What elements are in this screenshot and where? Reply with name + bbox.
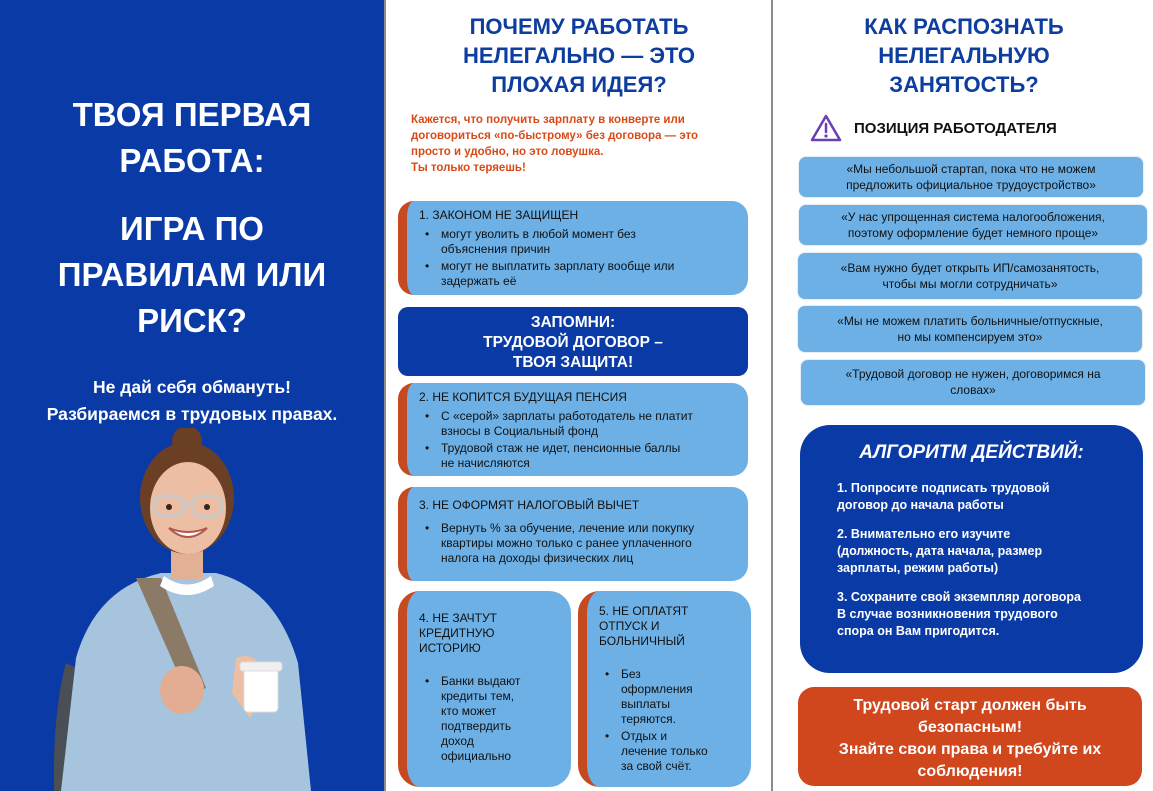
- intro-line: Ты только теряешь!: [411, 162, 526, 174]
- final-line: Трудовой старт должен быть: [853, 697, 1087, 714]
- algorithm-step: 3. Сохраните свой экземпляр договора В случае возникновения трудового спора он Вам пригодится.: [837, 590, 1081, 638]
- item-line: • Трудовой стаж не идет, пенсионные баллы: [441, 441, 681, 455]
- right-title-line: КАК РАСПОЗНАТЬ: [864, 14, 1064, 39]
- item-line: • Без: [621, 667, 641, 681]
- middle-title: [388, 12, 770, 99]
- quote-line: «Вам нужно будет открыть ИП/самозанятость,: [840, 261, 1100, 275]
- heading-line: 5. НЕ ОПЛАТЯТ: [599, 604, 689, 618]
- left-subtitle: [0, 374, 384, 428]
- quote-item: [801, 360, 1145, 405]
- item-line: • могут не выплатить зарплату вообще или: [441, 259, 675, 273]
- divider-left: [384, 0, 386, 791]
- item-line: • Отдых и: [621, 729, 668, 743]
- heading-line: 4. НЕ ЗАЧТУТ: [419, 611, 497, 625]
- item-line: • могут уволить в любой момент без: [441, 227, 636, 241]
- quote-line: чтобы мы могли сотрудничать»: [882, 277, 1058, 291]
- quote-line: «Мы не можем платить больничные/отпускные,: [837, 314, 1103, 328]
- warning-triangle-icon: [810, 114, 842, 142]
- quote-line: словах»: [950, 383, 996, 397]
- list-item: [599, 729, 741, 774]
- action-algorithm: [800, 425, 1143, 673]
- item-line: • Банки выдают: [441, 674, 521, 688]
- quote-line: предложить официальное трудоустройство»: [846, 178, 1096, 192]
- right-title-line: ЗАНЯТОСТЬ?: [889, 72, 1039, 97]
- left-title-line: РАБОТА:: [119, 142, 265, 179]
- list-item: [599, 667, 741, 727]
- left-subtitle-line: Разбираемся в трудовых правах.: [46, 404, 338, 424]
- list-item: [419, 409, 738, 439]
- item-line: доход: [441, 734, 474, 748]
- heading-line: ИСТОРИЮ: [419, 641, 481, 655]
- item-line: квартиры можно только с ранее уплаченного: [441, 536, 692, 550]
- left-title2-line: ПРАВИЛАМ ИЛИ: [57, 256, 327, 293]
- memo-line: ЗАПОМНИ:: [530, 314, 616, 331]
- list-item: [419, 521, 738, 566]
- middle-intro: [411, 112, 751, 176]
- final-line: Знайте свои права и требуйте их: [838, 741, 1102, 758]
- intro-line: Кажется, что получить зарплату в конверте или: [411, 114, 685, 126]
- right-title: [775, 12, 1153, 99]
- left-title-line: ТВОЯ ПЕРВАЯ: [72, 96, 312, 133]
- left-hand: [160, 666, 204, 714]
- person-illustration: [36, 428, 336, 791]
- item-line: взносы в Социальный фонд: [441, 424, 599, 438]
- item-line: теряются.: [621, 712, 677, 726]
- left-title-question: [0, 206, 384, 344]
- final-line: соблюдения!: [917, 763, 1023, 780]
- card-not-protected: [398, 201, 748, 295]
- quote-line: «Трудовой договор не нужен, договоримся на: [845, 367, 1101, 381]
- item-line: не начисляются: [441, 456, 530, 470]
- face: [150, 462, 226, 554]
- quote-line: «Мы небольшой стартап, пока что не можем: [846, 162, 1096, 176]
- item-line: объяснения причин: [441, 242, 551, 256]
- card-no-pension: [398, 383, 748, 476]
- card-no-credit-history: [398, 591, 571, 787]
- card-heading: 1. ЗАКОНОМ НЕ ЗАЩИЩЕН: [419, 208, 579, 222]
- item-line: за свой счёт.: [621, 759, 692, 773]
- memo-contract-protection: [398, 307, 748, 376]
- heading-line: ОТПУСК И: [599, 619, 660, 633]
- quote-line: поэтому оформление будет немного проще»: [847, 226, 1099, 240]
- left-title2-line: ИГРА ПО: [120, 210, 264, 247]
- memo-line: ТРУДОВОЙ ДОГОВОР –: [483, 334, 663, 351]
- card-heading: [599, 604, 741, 649]
- list-item: [419, 259, 738, 289]
- quote-item: [799, 157, 1143, 197]
- right-title-line: НЕЛЕГАЛЬНУЮ: [878, 43, 1050, 68]
- item-line: кто может: [441, 704, 497, 718]
- quote-line: «У нас упрощенная система налогообложения,: [841, 210, 1105, 224]
- employer-position-label: ПОЗИЦИЯ РАБОТОДАТЕЛЯ: [854, 119, 1057, 137]
- item-line: подтвердить: [441, 719, 512, 733]
- quote-item: [798, 306, 1142, 352]
- item-line: • Вернуть % за обучение, лечение или покупку: [441, 521, 695, 535]
- final-line: безопасным!: [917, 719, 1023, 736]
- item-line: выплаты: [621, 697, 671, 711]
- item-line: задержать её: [441, 274, 517, 288]
- final-message: [798, 687, 1142, 786]
- heading-line: БОЛЬНИЧНЫЙ: [599, 634, 685, 648]
- list-item: [419, 227, 738, 257]
- card-heading: 3. НЕ ОФОРМЯТ НАЛОГОВЫЙ ВЫЧЕТ: [419, 498, 640, 512]
- algorithm-steps: [837, 480, 1133, 652]
- middle-title-line: НЕЛЕГАЛЬНО — ЭТО: [462, 43, 696, 68]
- quote-line: но мы компенсируем это»: [897, 330, 1043, 344]
- heading-line: КРЕДИТНУЮ: [419, 626, 495, 640]
- algorithm-step: 2. Внимательно его изучите (должность, дата начала, размер зарплаты, режим работы): [837, 527, 1043, 575]
- quote-item: [799, 205, 1147, 245]
- coffee-cup: [244, 668, 278, 712]
- list-item: [419, 441, 738, 471]
- employer-position-heading: [810, 113, 1057, 143]
- memo-line: ТВОЯ ЗАЩИТА!: [512, 354, 634, 371]
- algorithm-heading: АЛГОРИТМ ДЕЙСТВИЙ:: [859, 442, 1084, 463]
- card-heading: [419, 611, 561, 656]
- item-line: официально: [441, 749, 512, 763]
- card-no-vacation-pay: [578, 591, 751, 787]
- left-title2-line: РИСК?: [137, 302, 247, 339]
- card-no-tax-deduction: [398, 487, 748, 581]
- item-line: • С «серой» зарплаты работодатель не платит: [441, 409, 693, 423]
- card-heading: 2. НЕ КОПИТСЯ БУДУЩАЯ ПЕНСИЯ: [419, 390, 627, 404]
- quote-item: [798, 253, 1142, 299]
- intro-line: договориться «по-быстрому» без договора — это: [411, 130, 699, 142]
- divider-right: [771, 0, 773, 791]
- left-panel: [0, 0, 384, 791]
- item-line: кредиты тем,: [441, 689, 515, 703]
- list-item: [419, 674, 561, 764]
- left-title: [0, 92, 384, 184]
- middle-title-line: ПОЧЕМУ РАБОТАТЬ: [469, 14, 689, 39]
- item-line: налога на доходы физических лиц: [441, 551, 634, 565]
- intro-line: просто и удобно, но это ловушка.: [411, 146, 604, 158]
- left-subtitle-line: Не дай себя обмануть!: [93, 377, 291, 397]
- middle-title-line: ПЛОХАЯ ИДЕЯ?: [491, 72, 667, 97]
- item-line: оформления: [621, 682, 693, 696]
- item-line: лечение только: [621, 744, 708, 758]
- algorithm-step: 1. Попросите подписать трудовой договор до начала работы: [837, 481, 1050, 512]
